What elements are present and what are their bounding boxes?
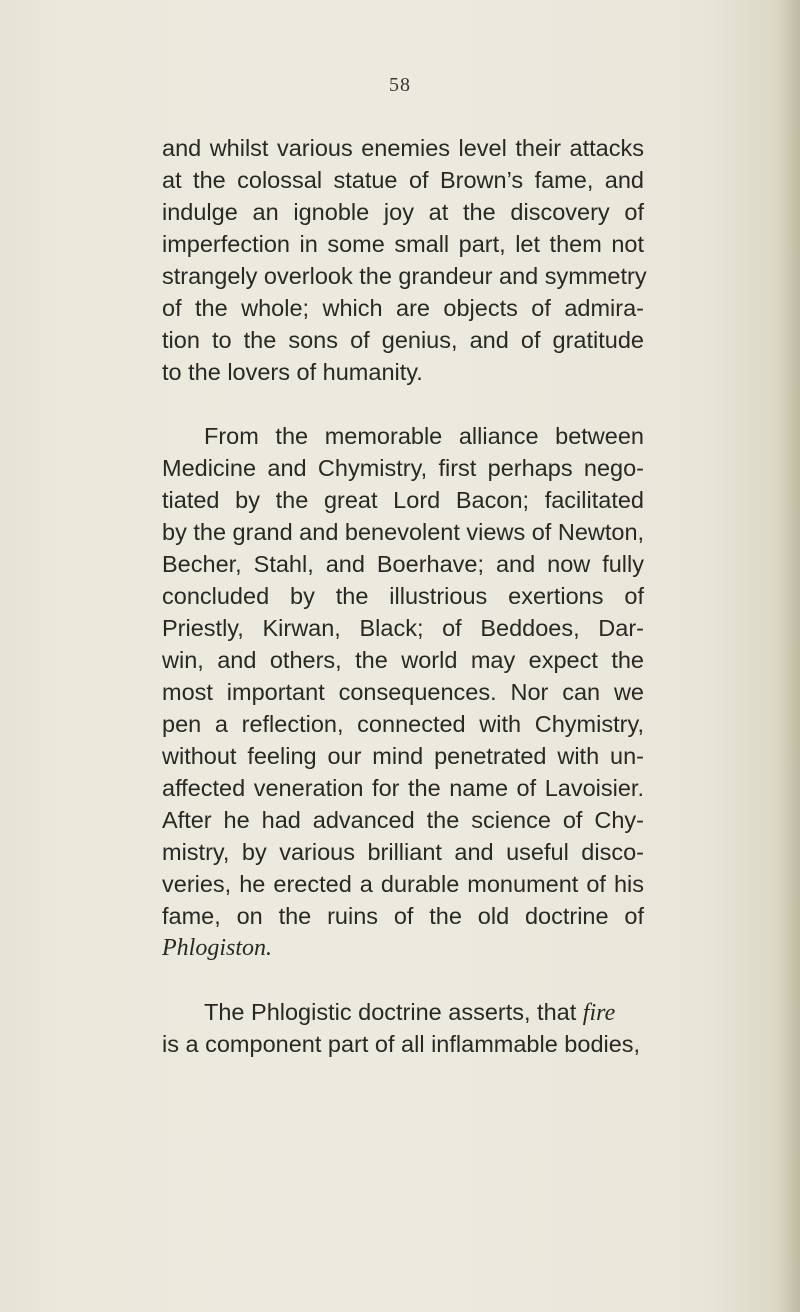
text-line: strangely overlook the grandeur and symmetry <box>162 263 647 289</box>
page-number: 58 <box>389 74 411 96</box>
text-line: Medicine and Chymistry, first perhaps nego- <box>162 455 644 481</box>
text-line: Priestly, Kirwan, Black; of Beddoes, Dar- <box>162 615 644 641</box>
italic-word: fire <box>582 1000 616 1026</box>
text-line: tiated by the great Lord Bacon; facilitated <box>162 487 644 513</box>
text-line: From the memorable alliance between <box>204 423 644 449</box>
text-line: veries, he erected a durable monument of his <box>162 871 644 897</box>
text-line: After he had advanced the science of Chy- <box>162 807 644 833</box>
text-line: at the colossal statue of Brown’s fame, and <box>162 167 644 193</box>
text-line-italic: Phlogiston. <box>162 935 273 961</box>
page-edge-shadow <box>778 0 800 1312</box>
text-line: Becher, Stahl, and Boerhave; and now fully <box>162 551 644 577</box>
text-line: concluded by the illustrious exertions of <box>162 583 644 609</box>
text-line: mistry, by various brilliant and useful disco- <box>162 839 644 865</box>
text-line: of the whole; which are objects of admira- <box>162 295 644 321</box>
text-line: and whilst various enemies level their attacks <box>162 135 644 161</box>
text-line: pen a reflection, connected with Chymistry, <box>162 711 644 737</box>
text-line: to the lovers of humanity. <box>162 359 423 385</box>
text-line: without feeling our mind penetrated with un- <box>162 743 644 769</box>
text-line: tion to the sons of genius, and of gratitude <box>162 327 644 353</box>
text-span: The Phlogistic doctrine asserts, that <box>204 999 583 1025</box>
text-line: most important consequences. Nor can we <box>162 679 644 705</box>
text-line: fame, on the ruins of the old doctrine of <box>162 903 644 929</box>
text-line: win, and others, the world may expect the <box>162 647 644 673</box>
text-line: affected veneration for the name of Lavoisier. <box>162 775 644 801</box>
text-line: is a component part of all inflammable bodies, <box>162 1031 641 1057</box>
text-line: imperfection in some small part, let them not <box>162 231 644 257</box>
text-line: by the grand and benevolent views of Newton, <box>162 519 645 545</box>
text-line <box>204 998 644 1027</box>
text-line: indulge an ignoble joy at the discovery of <box>162 199 644 225</box>
